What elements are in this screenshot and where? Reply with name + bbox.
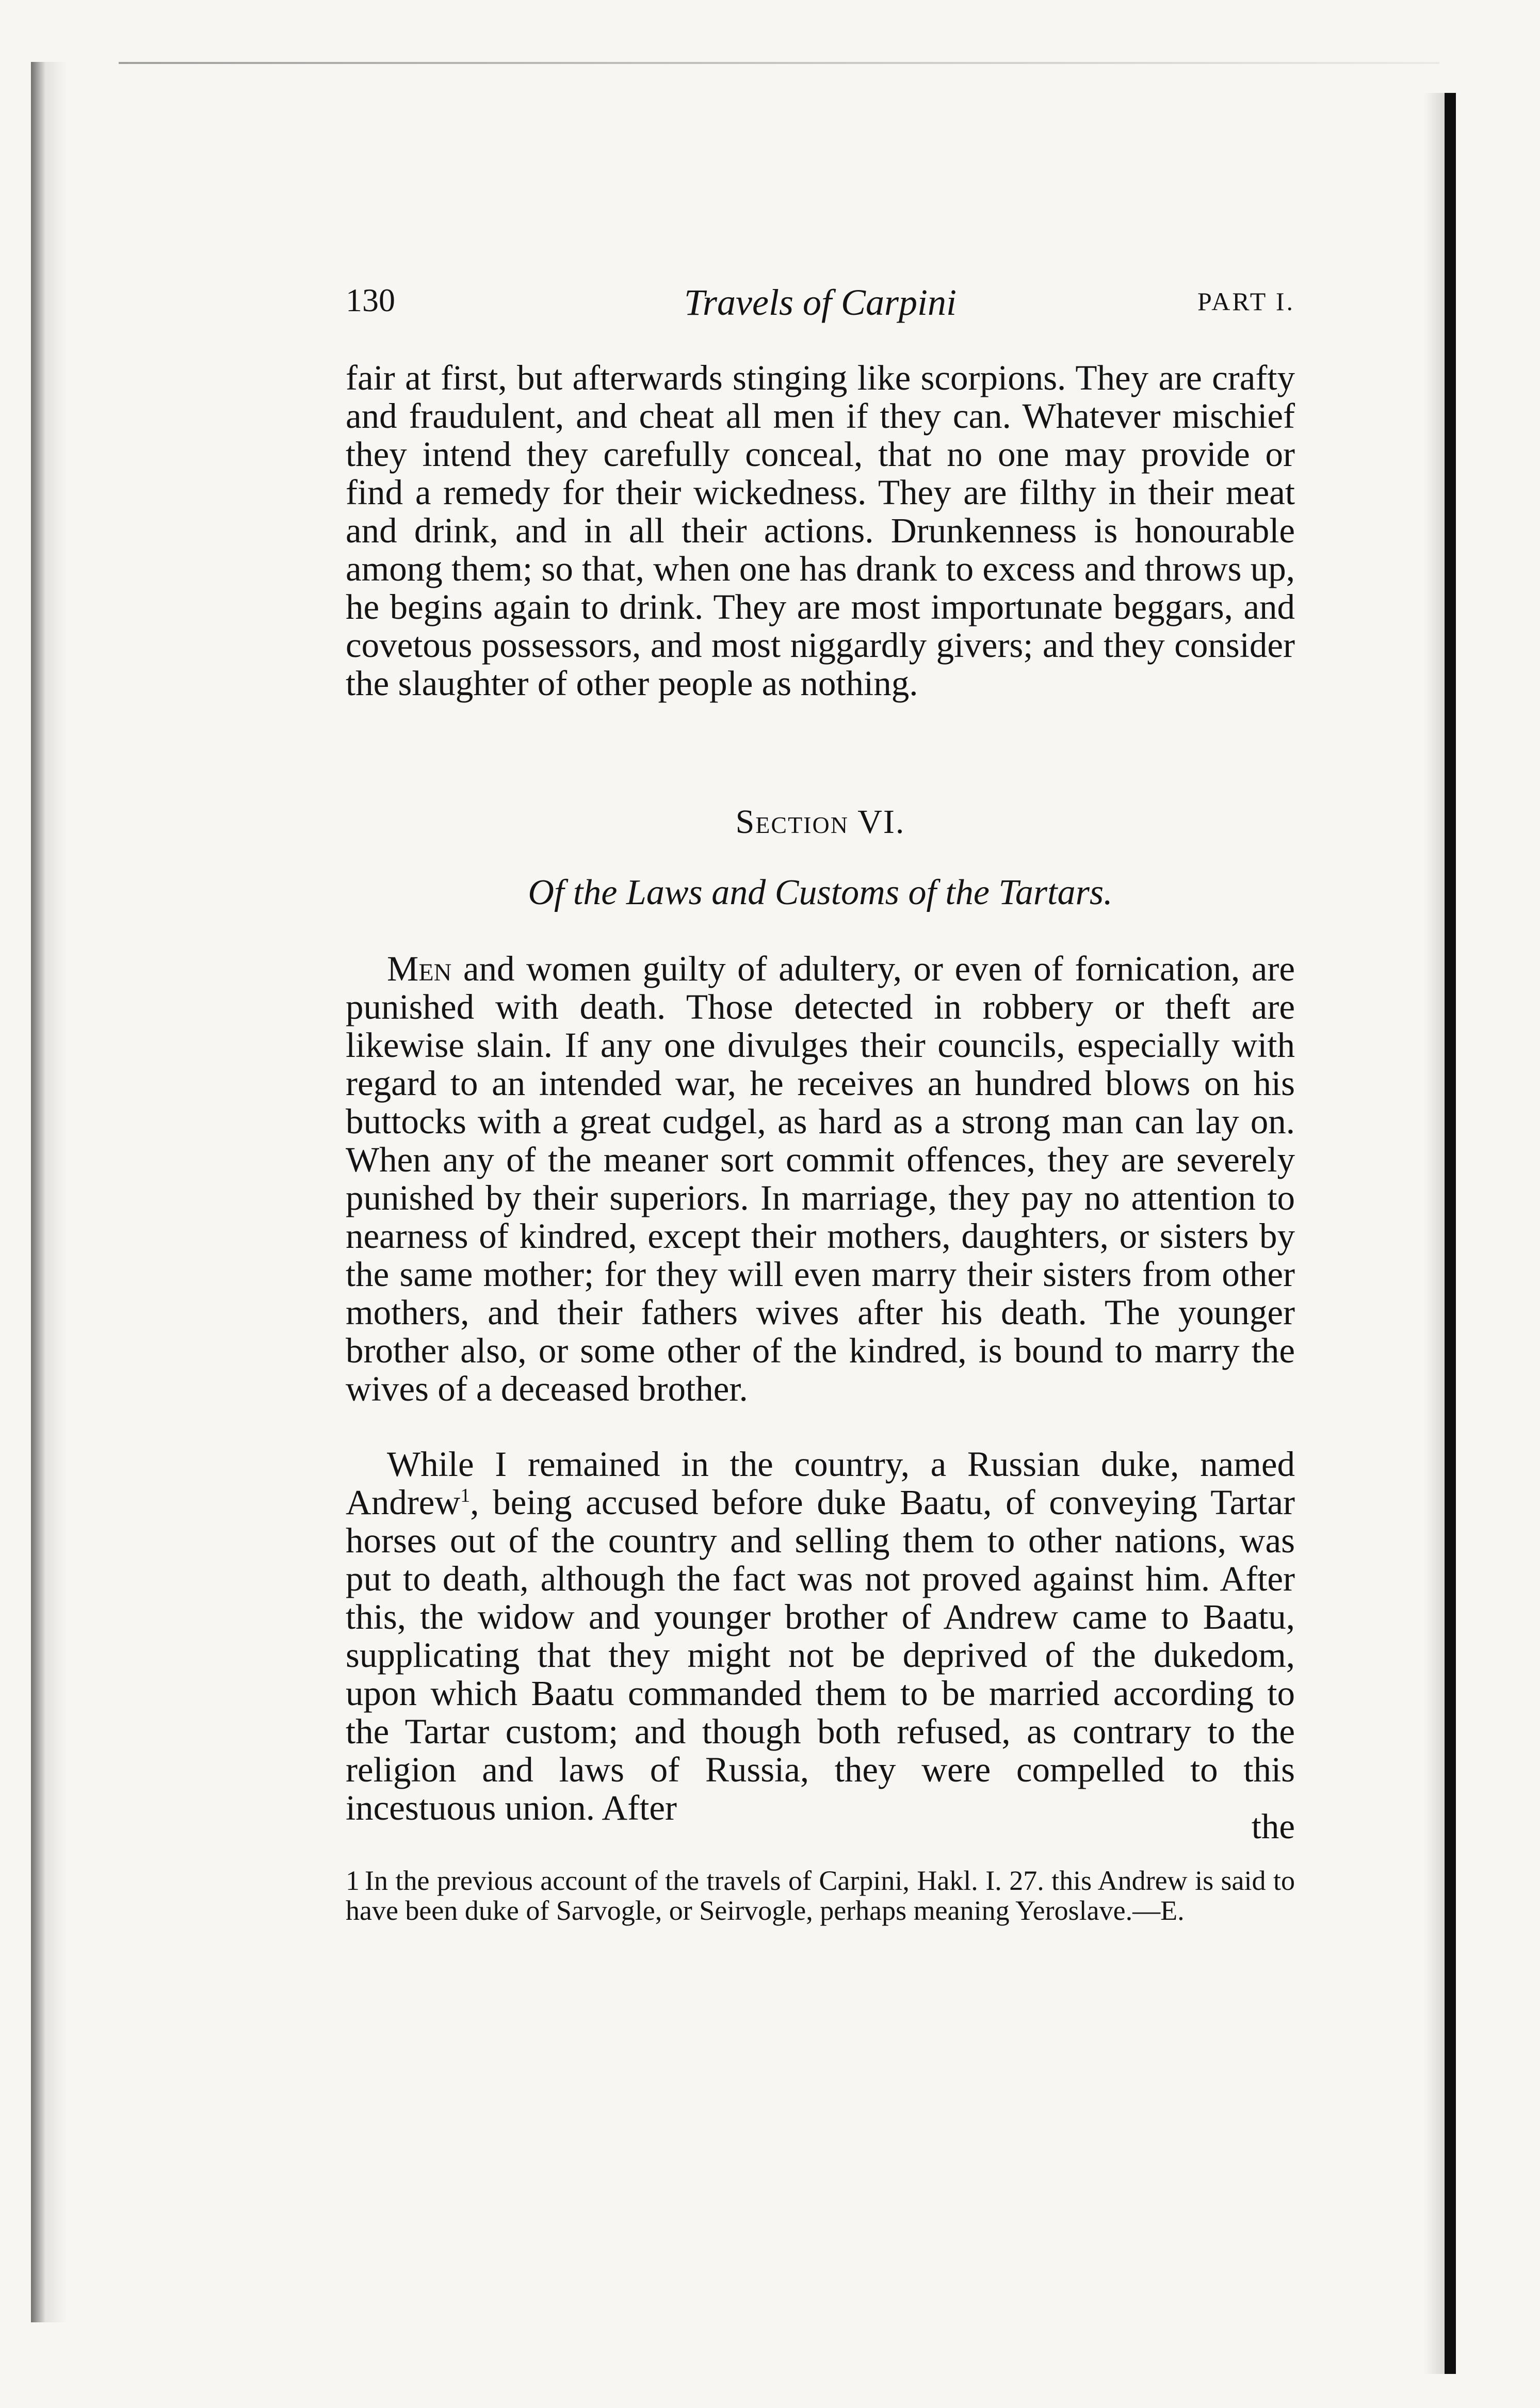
part-label: PART I. (1197, 287, 1295, 316)
footnote-text: In the previous account of the travels of Carpini, Hakl. I. 27. this Andrew is said to have been duke of Sarvogle, or Seirvogle, perhaps meaning Yeroslave.—E. (346, 1865, 1295, 1926)
page-edge-shadow-left (31, 62, 67, 2322)
footnote-reference: 1 (460, 1485, 471, 1506)
andrew-paragraph (346, 1445, 1295, 1827)
page-edge-shade-right (1424, 93, 1445, 2374)
page-number: 130 (346, 282, 395, 318)
footnote-mark: 1 (346, 1865, 360, 1896)
continuation-paragraph: fair at first, but afterwards stinging like scorpions. They are crafty and fraudulent, and cheat all men if they can. Whatever mischief they intend they carefully conceal, that no one may provide or find a remedy for their wickedness. They are filthy in their meat and drink, and in all their actions. Drunkenness is honourable among them; so that, when one has drank to excess and throws up, he begins again to drink. They are most importunate beggars, and covetous possessors, and most niggardly givers; and they consider the slaughter of other people as nothing. (346, 358, 1295, 703)
andrew-paragraph-rest: , being accused before duke Baatu, of conveying Tartar horses out of the country and selling them to other nations, was put to death, although the fact was not proved against him. After this, the widow and younger brother of Andrew came to Baatu, supplicating that they might not be deprived of the dukedom, upon which Baatu commanded them to be married according to the Tartar custom; and though both refused, as contrary to the religion and laws of Russia, they were compelled to this incestuous union. After (346, 1483, 1295, 1827)
andrew-paragraph-start: While I remained in the country, a Russian duke, named Andrew (346, 1444, 1295, 1522)
running-title: Travels of Carpini (684, 282, 957, 323)
laws-paragraph (346, 950, 1295, 1408)
page-top-edge (119, 62, 1439, 64)
running-header (346, 281, 1295, 338)
catchword: the (1251, 1807, 1295, 1846)
section-subtitle: Of the Laws and Customs of the Tartars. (528, 873, 1113, 912)
page-edge-binding-right (1445, 93, 1456, 2374)
section-heading: Section VI. (735, 803, 905, 841)
laws-paragraph-body: and women guilty of adultery, or even of fornication, are punished with death. Those detected in robbery or theft are likewise slain. If any one divulges their councils, especially with regard to an intended war, he receives an hundred blows on his buttocks with a great cudgel, as hard as a strong man can lay on. When any of the meaner sort commit offences, they are severely punished by their superiors. In marriage, they pay no attention to nearness of kindred, except their mothers, daughters, or sisters by the same mother; for they will even marry their sisters from other mothers, and their fathers wives after his death. The younger brother also, or some other of the kindred, is bound to marry the wives of a deceased brother. (346, 949, 1295, 1408)
lead-word: Men (387, 949, 452, 988)
footnote (346, 1866, 1295, 1925)
continuation-paragraph-block (346, 359, 1295, 702)
laws-paragraph-block (346, 950, 1295, 1408)
andrew-paragraph-block (346, 1445, 1295, 1827)
